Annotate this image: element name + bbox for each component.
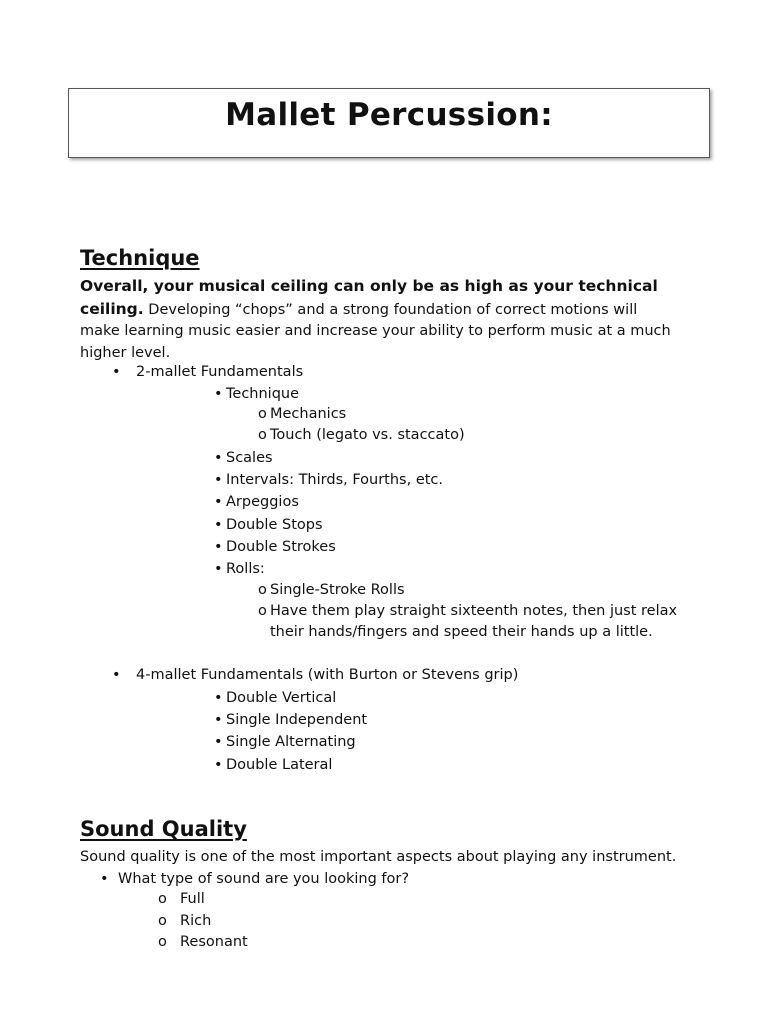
item-touch: Touch (legato vs. staccato) bbox=[270, 427, 465, 443]
list-item bbox=[214, 384, 299, 404]
technique-intro-bold: Overall, your musical ceiling can only be as high as your technical ceiling. bbox=[80, 277, 658, 318]
list-item bbox=[214, 515, 323, 535]
bullet-glyph: • bbox=[214, 517, 223, 533]
list-item bbox=[214, 492, 299, 512]
item-scales: Scales bbox=[226, 450, 273, 466]
bullet-glyph: • bbox=[112, 364, 121, 380]
item-rolls: Rolls: bbox=[226, 561, 265, 577]
item-intervals: Intervals: Thirds, Fourths, etc. bbox=[226, 472, 444, 488]
item-single-independent: Single Independent bbox=[226, 712, 368, 728]
sound-quality-heading: Sound Quality bbox=[80, 817, 247, 841]
list-item bbox=[214, 448, 273, 468]
bullet-glyph: • bbox=[100, 871, 109, 887]
list-item bbox=[214, 732, 356, 752]
item-have-them-line1: Have them play straight sixteenth notes, then just relax bbox=[270, 603, 678, 619]
list-item bbox=[214, 470, 443, 490]
list-item bbox=[258, 404, 346, 424]
list-item bbox=[100, 869, 409, 889]
bullet-glyph: • bbox=[214, 561, 223, 577]
bullet-glyph: • bbox=[214, 734, 223, 750]
list-item bbox=[214, 559, 265, 579]
list-item bbox=[158, 911, 211, 931]
list-item bbox=[258, 601, 677, 621]
list-item bbox=[158, 932, 248, 952]
list-item bbox=[214, 710, 367, 730]
item-mechanics: Mechanics bbox=[270, 406, 347, 422]
technique-heading: Technique bbox=[80, 246, 200, 270]
bullet-glyph: • bbox=[214, 690, 223, 706]
bullet-glyph: • bbox=[214, 386, 223, 402]
two-mallet-label: 2-mallet Fundamentals bbox=[136, 364, 304, 380]
bullet-glyph: • bbox=[214, 757, 223, 773]
title-box bbox=[68, 88, 710, 158]
item-arpeggios: Arpeggios bbox=[226, 494, 299, 510]
item-single-stroke-rolls: Single-Stroke Rolls bbox=[270, 582, 405, 598]
sub-bullet-glyph: o bbox=[258, 603, 267, 619]
option-full: Full bbox=[180, 891, 205, 907]
sub-bullet-glyph: o bbox=[158, 913, 167, 929]
technique-intro bbox=[80, 276, 680, 364]
four-mallet-label: 4-mallet Fundamentals (with Burton or Stevens grip) bbox=[136, 667, 519, 683]
bullet-glyph: • bbox=[214, 450, 223, 466]
list-item bbox=[158, 889, 205, 909]
sub-bullet-glyph: o bbox=[258, 582, 267, 598]
item-single-alternating: Single Alternating bbox=[226, 734, 356, 750]
list-item bbox=[258, 425, 465, 445]
sub-bullet-glyph: o bbox=[258, 406, 267, 422]
list-item-continuation bbox=[270, 622, 653, 642]
list-item bbox=[214, 688, 336, 708]
bullet-glyph: • bbox=[112, 667, 121, 683]
sub-bullet-glyph: o bbox=[158, 891, 167, 907]
option-resonant: Resonant bbox=[180, 934, 248, 950]
bullet-glyph: • bbox=[214, 494, 223, 510]
bullet-glyph: • bbox=[214, 472, 223, 488]
sound-quality-intro: Sound quality is one of the most important aspects about playing any instrument. bbox=[80, 849, 677, 865]
bullet-glyph: • bbox=[214, 712, 223, 728]
item-double-strokes: Double Strokes bbox=[226, 539, 336, 555]
list-item bbox=[214, 755, 332, 775]
item-have-them-line2: their hands/fingers and speed their hands up a little. bbox=[270, 624, 653, 640]
item-double-lateral: Double Lateral bbox=[226, 757, 333, 773]
page-title: Mallet Percussion: bbox=[225, 97, 553, 133]
option-rich: Rich bbox=[180, 913, 212, 929]
bullet-glyph: • bbox=[214, 539, 223, 555]
item-technique: Technique bbox=[226, 386, 300, 402]
list-item bbox=[112, 362, 303, 382]
item-double-vertical: Double Vertical bbox=[226, 690, 337, 706]
technique-intro-text: Developing “chops” and a strong foundation of correct motions will make learning music easier and increase your ability to perform music at a much higher level. bbox=[80, 301, 671, 361]
sound-question: What type of sound are you looking for? bbox=[118, 871, 410, 887]
item-double-stops: Double Stops bbox=[226, 517, 323, 533]
list-item bbox=[112, 665, 518, 685]
list-item bbox=[258, 580, 405, 600]
sub-bullet-glyph: o bbox=[258, 427, 267, 443]
list-item bbox=[214, 537, 336, 557]
sub-bullet-glyph: o bbox=[158, 934, 167, 950]
